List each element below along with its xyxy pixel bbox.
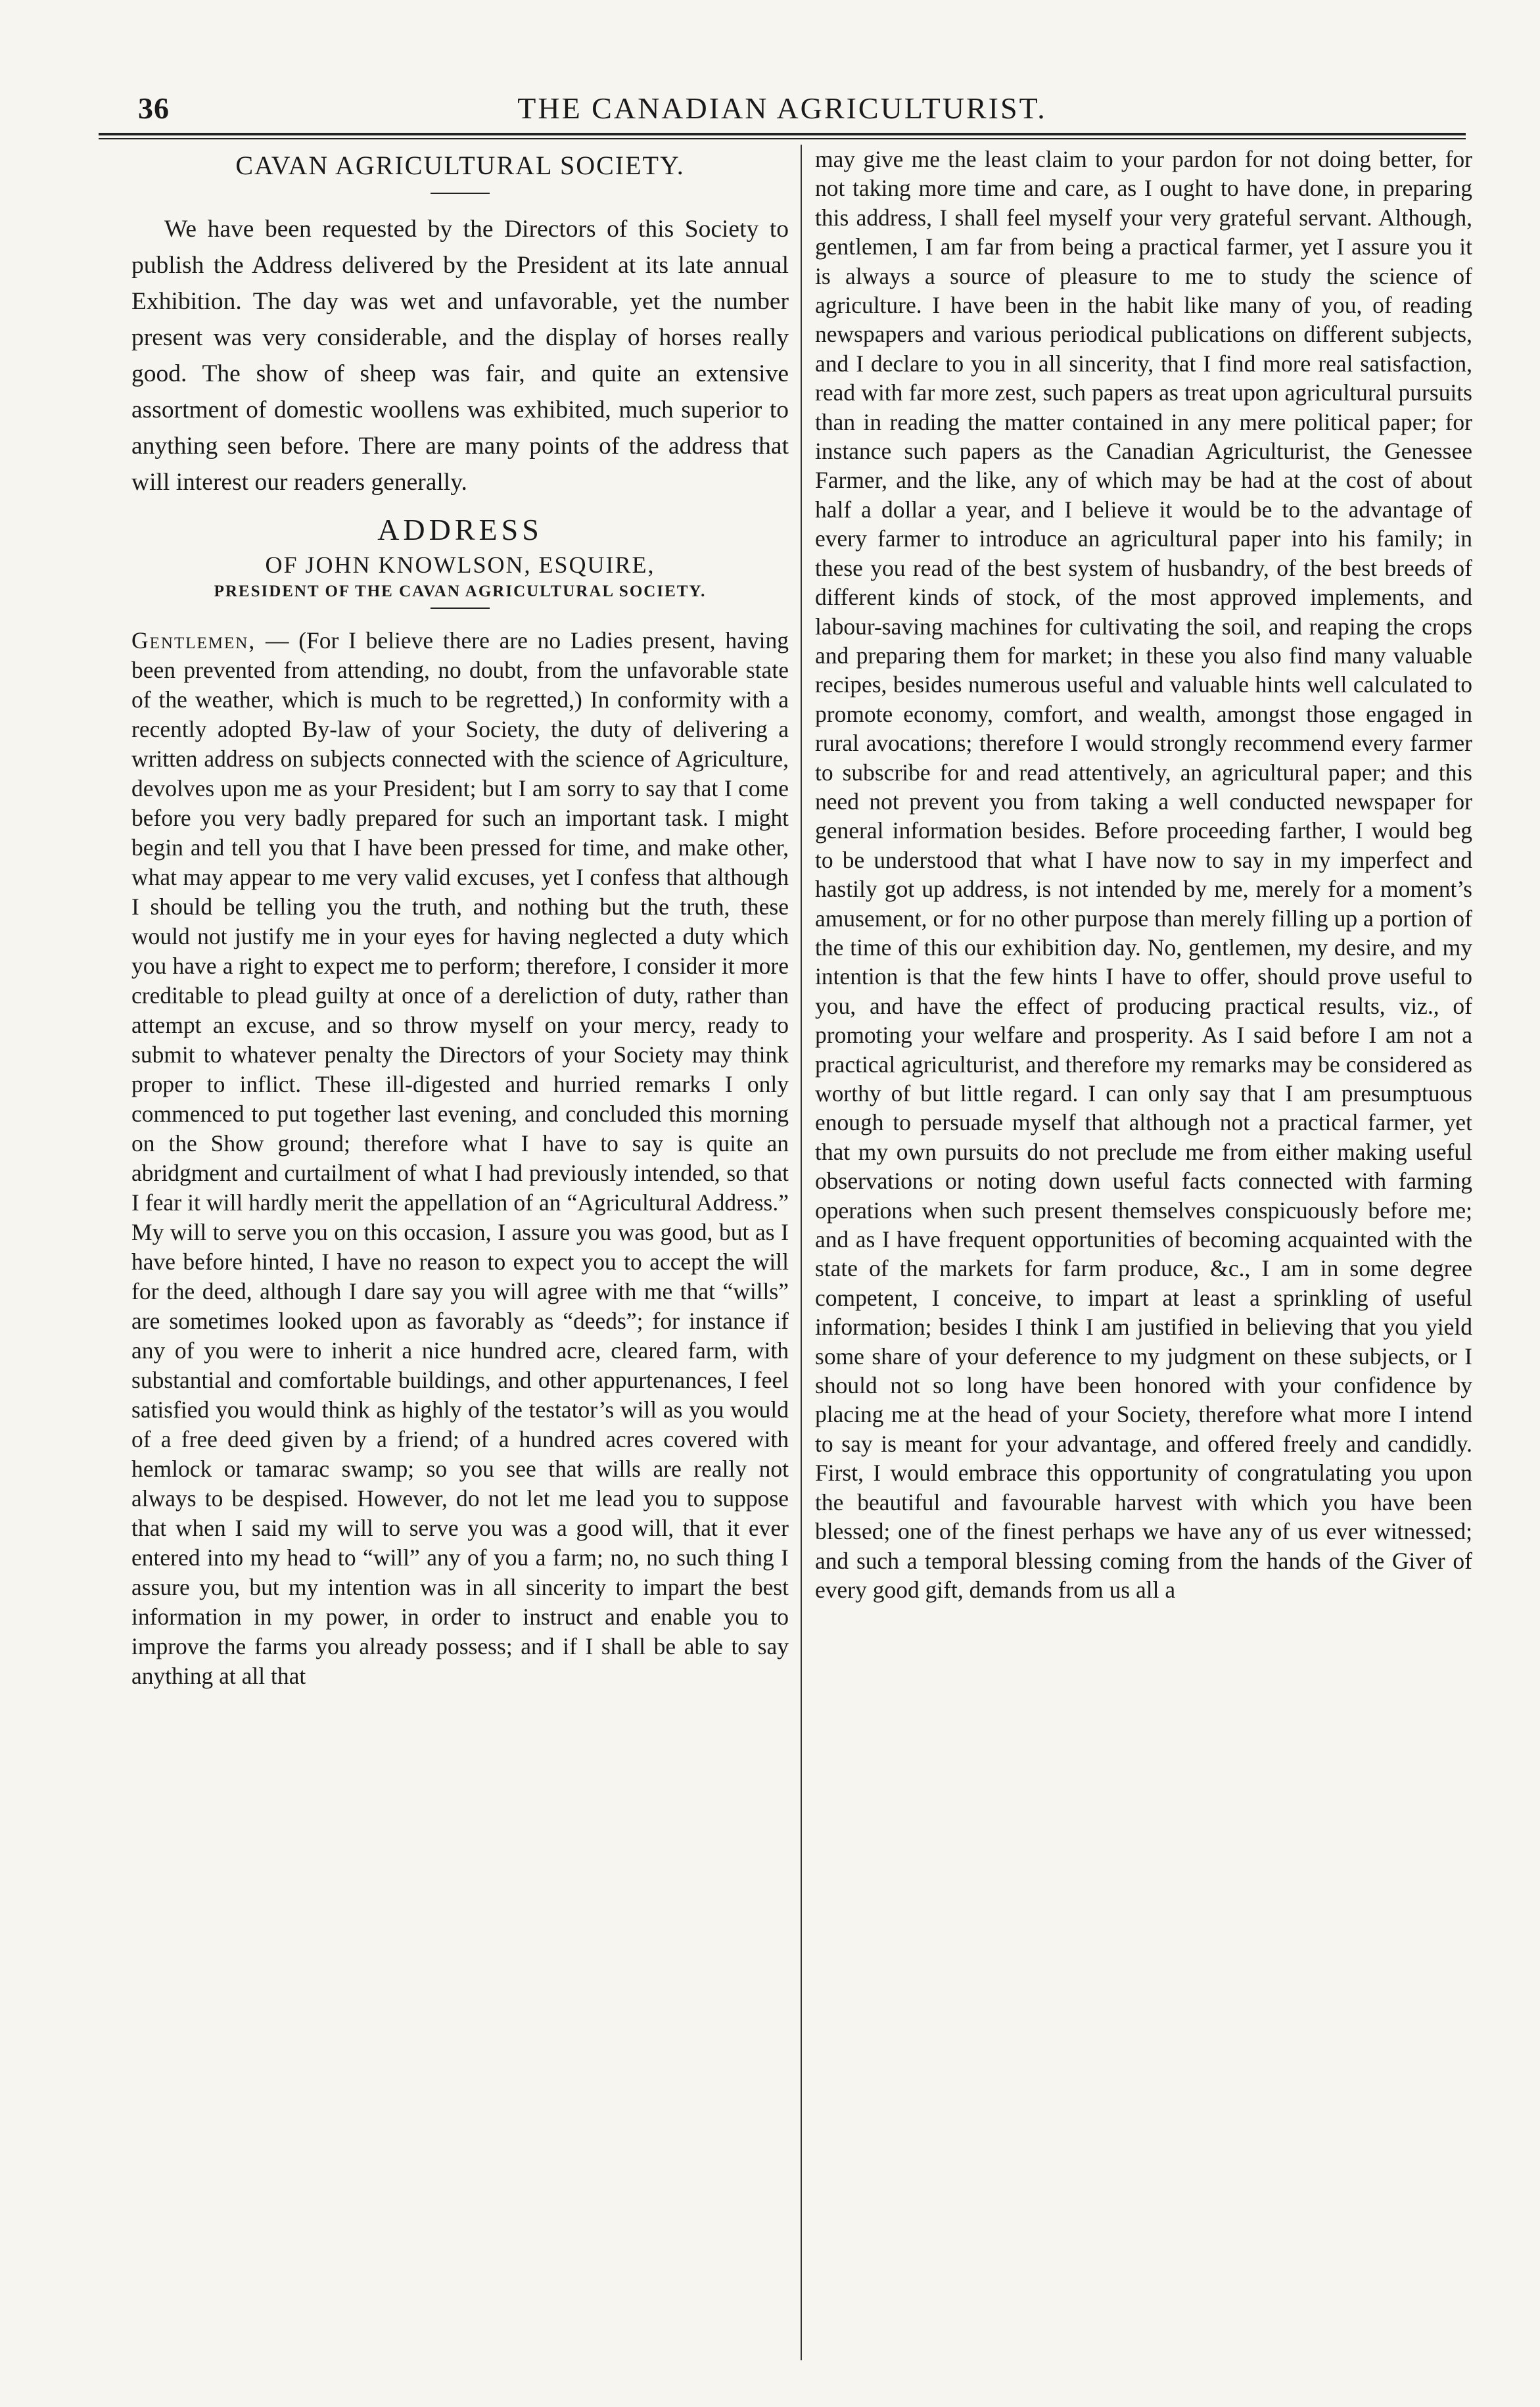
salutation: Gentlemen, xyxy=(131,627,256,654)
section-rule xyxy=(431,193,490,194)
address-byline: OF JOHN KNOWLSON, ESQUIRE, xyxy=(265,552,655,578)
article-columns xyxy=(99,145,1472,2380)
editorial-intro: We have been requested by the Directors of this Society to publish the Address delivered by the President at its late annual Exhibition. The day was wet and unfavorable, yet the number present was very considerable, and the display of horses really good. The show of sheep was fair, and quite an extensive assortment of domestic woollens was exhibited, much superior to anything seen before. There are many points of the address that will interest our readers generally. xyxy=(131,216,789,496)
running-head xyxy=(99,79,1466,131)
address-text-left: — (For I believe there are no Ladies present, having been prevented from attending, no doubt, from the unfavorable state of the weather, which is much to be regretted,) In conformity with a recently adopted By-law of your Society, the duty of delivering a written address on subjects connected with the science of Agriculture, devolves upon me as your President; but I am sorry to say that I come before you very badly prepared for such an important task. I might begin and tell you that I have been pressed for time, and make other, what may appear to me very valid excuses, yet I confess that although I should be telling you the truth, and nothing but the truth, these would not justify me in your eyes for having neglected a duty which you have a right to expect me to perform; therefore, I consider it more creditable to plead guilty at once of a dereliction of duty, rather than attempt an excuse, and so throw myself on your mercy, ready to submit to whatever penalty the Directors of your Society may think proper to inflict. These ill-digested and hurried remarks I only commenced to put together last evening, and concluded this morning on the Show ground; therefore what I have to say is quite an abridgment and curtailment of what I had previously intended, so that I fear it will hardly merit the appellation of an “Agricultural Address.” My will to serve you on this occasion, I assure you was good, but as I have before hinted, I have no reason to expect you to accept the will for the deed, although I dare say you will agree with me that “wills” are sometimes looked upon as favorably as “deeds”; for instance if any of you were to inherit a nice hundred acre, cleared farm, with substantial and comfortable buildings, and other appurtenances, I feel satisfied you would think as highly of the testator’s will as you would of a free deed given by a friend; of a hundred acres covered with hemlock or tamarac swamp; so you see that wills are really not always to be despised. However, do not let me lead you to suppose that when I said my will to serve you was a good will, that it ever entered into my head to “will” any of you a farm; no, no such thing I assure you, but my intention was in all sincerity to impart the best information in my power, in order to instruct and enable you to improve the farms you already possess; and if I shall be able to say anything at all that xyxy=(131,627,789,1689)
address-rule xyxy=(431,608,490,609)
journal-title: THE CANADIAN AGRICULTURIST. xyxy=(517,91,1047,125)
page-number: 36 xyxy=(138,91,170,125)
address-office: PRESIDENT OF THE CAVAN AGRICULTURAL SOCIETY. xyxy=(214,583,707,600)
address-body-left xyxy=(131,626,789,1691)
header-rule-thick xyxy=(99,133,1466,135)
address-heading: ADDRESS xyxy=(377,513,543,546)
society-title: CAVAN AGRICULTURAL SOCIETY. xyxy=(235,151,685,180)
header-rule-thin xyxy=(99,138,1466,139)
right-column xyxy=(815,145,1472,2367)
address-body-right: may give me the least claim to your pardon for not doing better, for not taking more time and care, as I ought to have done, in preparing this address, I shall feel myself your very grateful servant. Although, gentlemen, I am far from being a practical farmer, yet I assure you it is always a source of pleasure to me to study the science of agriculture. I have been in the habit like many of you, of reading newspapers and various periodical publications on different subjects, and I declare to you in all sincerity, that I find more real satisfaction, read with far more zest, such papers as treat upon agricultural pursuits than in reading the matter contained in any mere political paper; for instance such papers as the Canadian Agriculturist, the Genessee Farmer, and the like, any of which may be had at the cost of about half a dollar a year, and I believe it would be to the advantage of every farmer to introduce an agricultural paper into his family; in these you read of the best system of husbandry, of the best breeds of different kinds of stock, of the most approved implements, and labour-saving machines for cultivating the soil, and reaping the crops and preparing them for market; in these you also find many valuable recipes, besides numerous useful and valuable hints well calculated to promote economy, comfort, and wealth, amongst those engaged in rural avocations; therefore I would strongly recommend every farmer to subscribe for and read attentively, an agricultural paper; and this need not prevent you from taking a well conducted newspaper for general information besides. Before proceeding farther, I would beg to be understood that what I have now to say in my imperfect and hastily got up address, is not intended by me, merely for a moment’s amusement, or for no other purpose than merely filling up a portion of the time of this our exhibition day. No, gentlemen, my desire, and my intention is that the few hints I have to offer, should prove useful to you, and have the effect of producing practical results, viz., of promoting your welfare and prosperity. As I said before I am not a practical agriculturist, and therefore my remarks may be considered as worthy of but little regard. I can only say that I am presumptuous enough to persuade myself that although not a practical farmer, yet that my own pursuits do not preclude me from either making useful observations or noting down useful facts connected with farming operations when such present themselves conspicuously before me; and as I have frequent opportunities of becoming acquainted with the state of the markets for farm produce, &c., I am in some degree competent, I conceive, to impart at least a sprinkling of useful information; besides I think I am justified in believing that you yield some share of your deference to my judgment on these subjects, or I should not so long have been honored with your confidence by placing me at the head of your Society, therefore what more I intend to say is meant for your advantage, and offered freely and candidly. First, I would embrace this opportunity of congratulating you upon the beautiful and favourable harvest with which you have been blessed; one of the finest perhaps we have any of us ever witnessed; and such a temporal blessing coming from the hands of the Giver of every good gift, demands from us all a xyxy=(815,146,1472,1603)
left-column xyxy=(131,145,789,2367)
column-divider xyxy=(801,145,802,2360)
newspaper-page xyxy=(99,79,1472,2380)
